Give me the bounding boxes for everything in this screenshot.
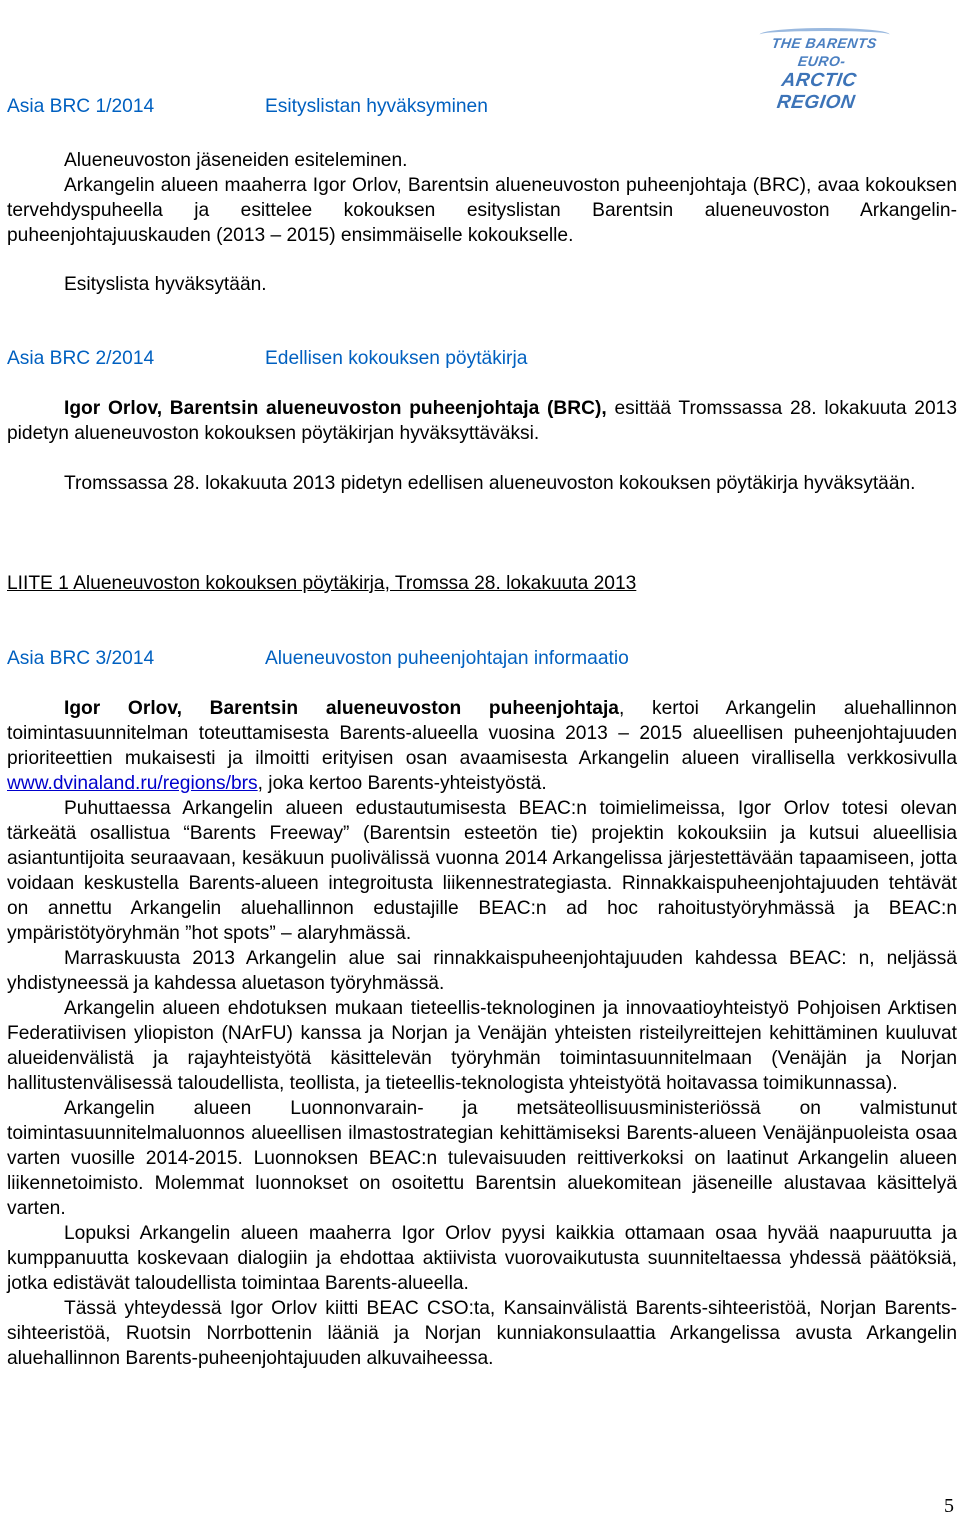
- item-3-paragraph-5: Arkangelin alueen Luonnonvarain- ja metsäteollisuusministeriössä on valmistunut toimintasuunnitelmaluonnos alueellisen ilmastostrategian kehittämiseksi Barents-alueen Venäjänpuoleista osaa varten vuosille 2014-2015. Luonnoksen BEAC:n tulevaisuuden reittiverkoksi on laatinut Arkangelin alueen liikennetoimisto. Molemmat luonnokset on osoitettu Barentsin aluekomitean jäseneille alustavaa käsittelyä varten.: [7, 1098, 957, 1219]
- item-3-p1-text-a: , kertoi Arkangelin aluehallinnon toimintasuunnitelman toteuttamisesta Barents-alueella vuosina 2013 – 2015 alueellisen puheenjohtajuuden prioriteettien mukaisesti ja ilmoitti erityisen osan avaamisesta Arkangelin alueen virallisella verkkosivulla: [7, 698, 957, 769]
- item-2-decision-block: [7, 471, 957, 496]
- item-2-paragraph-text: esittää Tromssassa 28. lokakuuta 2013 pidetyn alueneuvoston kokouksen pöytäkirjan hyväksyttäväksi.: [7, 398, 957, 444]
- item-3-number: Asia BRC 3/2014: [7, 648, 155, 669]
- item-2-title: Edellisen kokouksen pöytäkirja: [265, 348, 528, 369]
- barents-logo: [748, 34, 895, 113]
- item-3-p1-text-b: , joka kertoo Barents-yhteistyöstä.: [257, 773, 547, 794]
- item-1-decision: Esityslista hyväksytään.: [64, 274, 267, 295]
- item-2-paragraph: [7, 396, 957, 446]
- logo-swoosh: [759, 28, 891, 41]
- item-1-number: Asia BRC 1/2014: [7, 96, 155, 117]
- item-1-title: Esityslistan hyväksyminen: [265, 96, 488, 117]
- item-1-intro: Alueneuvoston jäseneiden esiteleminen.: [64, 150, 408, 171]
- item-3-title: Alueneuvoston puheenjohtajan informaatio: [265, 648, 629, 669]
- item-2-presenter: Igor Orlov, Barentsin alueneuvoston puheenjohtaja (BRC),: [64, 398, 607, 419]
- logo-line-1: THE BARENTS EURO-: [770, 35, 879, 69]
- item-2-decision: Tromssassa 28. lokakuuta 2013 pidetyn edellisen alueneuvoston kokouksen pöytäkirja hyväksytään.: [64, 473, 916, 494]
- item-3-paragraph-1: [7, 696, 957, 796]
- item-2-paragraph-block: [7, 396, 957, 446]
- item-3-presenter: Igor Orlov, Barentsin alueneuvoston puheenjohtaja: [64, 698, 619, 719]
- item-1-intro-block: [7, 148, 957, 248]
- item-3-paragraph-4: Arkangelin alueen ehdotuksen mukaan tieteellis-teknologinen ja innovaatioyhteistyö Pohjoisen Arktisen Federatiivisen yliopiston (NArFU) kanssa ja Norjan ja Venäjän yhteisten risteilyreittejen kehittäminen kuuluvat alueidenvälistä ja rajayhteistyötä käsittelevän työryhmän toimintasuunnitelmaan (Venäjän ja Norjan hallitustenvälisessä taloudellista, teollista, ja tieteellis-teknologista yhteistyötä hoitavassa toimikunnassa).: [7, 998, 957, 1094]
- dvinaland-link[interactable]: www.dvinaland.ru/regions/brs: [7, 773, 258, 794]
- item-3-paragraph-2: Puhuttaessa Arkangelin alueen edustautumisesta BEAC:n toimielimeissa, Igor Orlov totesi olevan tärkeätä osallistua “Barents Freeway” (Barentsin esteetön tie) projektin kokouksiin ja kutsui alueellisia asiantuntijoita seuraavaan, kesäkuun puolivälissä vuonna 2014 Arkangelissa järjestettävään tapaamiseen, jotta voidaan keskustella Barents-alueen integroitusta liikennestrategiasta. Rinnakkaispuheenjohtajuuden tehtävät on annettu Arkangelin aluehallinnon edustajille BEAC:n ad hoc rahoitustyöryhmässä ja BEAC:n ympäristötyöryhmän ”hot spots” – alaryhmässä.: [7, 798, 957, 944]
- logo-line-2: ARCTIC REGION: [775, 70, 858, 113]
- item-2-attachment-block: [7, 571, 957, 596]
- item-3-paragraph-3: Marraskuusta 2013 Arkangelin alue sai rinnakkaispuheenjohtajuuden kahdessa BEAC: n, neljässä yhdistyneessä ja kahdessa aluetason työryhmässä.: [7, 948, 957, 994]
- item-2-attachment-link[interactable]: LIITE 1 Alueneuvoston kokouksen pöytäkirja, Tromssa 28. lokakuuta 2013: [7, 573, 637, 594]
- item-1-decision-block: [7, 272, 957, 297]
- item-1-paragraph: Arkangelin alueen maaherra Igor Orlov, Barentsin alueneuvoston puheenjohtaja (BRC), avaa kokouksen tervehdyspuheella ja esittelee kokouksen esityslistan Barentsin alueneuvoston Arkangelin-puheenjohtajuuskauden (2013 – 2015) ensimmäiselle kokoukselle.: [7, 175, 957, 246]
- item-2-number: Asia BRC 2/2014: [7, 348, 155, 369]
- item-3-paragraph-7: Tässä yhteydessä Igor Orlov kiitti BEAC CSO:ta, Kansainvälistä Barents-sihteeristöä, Norjan Barents-sihteeristöä, Ruotsin Norrbottenin lääniä ja Norjan kunniakonsulaattia Arkangelissa avusta Arkangelin aluehallinnon Barents-puheenjohtajuuden alkuvaiheessa.: [7, 1298, 957, 1369]
- page-number: 5: [944, 1495, 954, 1517]
- item-3-paragraph-6: Lopuksi Arkangelin alueen maaherra Igor Orlov pyysi kaikkia ottamaan osaa hyvää naapuruutta ja kumppanuutta koskevaan dialogiin ja ehdottaa aktiivista vuorovaikutusta suunniteltaessa yhdessä päätöksiä, jotka edistävät taloudellista toimintaa Barents-alueella.: [7, 1223, 957, 1294]
- item-3-body: [7, 696, 957, 1371]
